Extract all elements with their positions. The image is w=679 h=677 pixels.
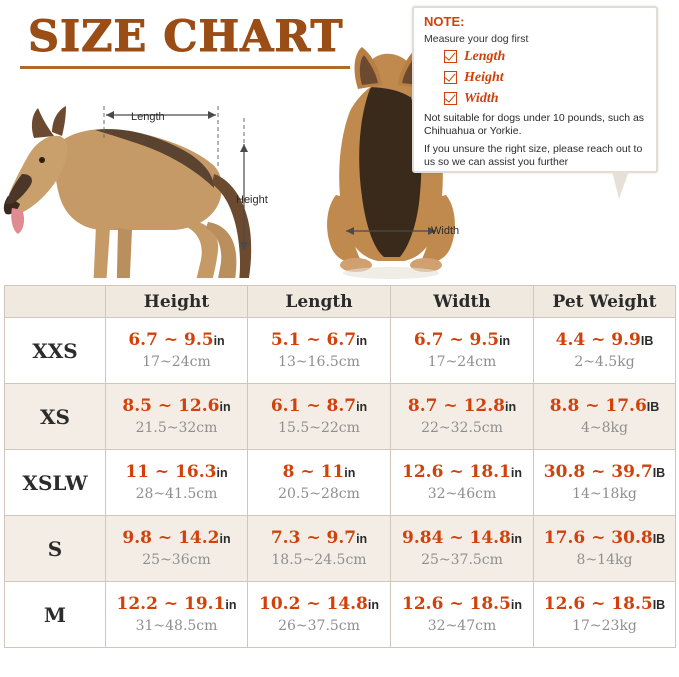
cell-length [248,582,391,648]
table-corner-cell [5,286,106,318]
unit-label: IB [646,400,660,414]
value-inches: 6.7 ~ 9.5 [128,330,214,350]
table-row [5,516,676,582]
value-inches: 12.6 ~ 18.1 [402,462,511,482]
width-measure-label: Width [431,225,460,237]
note-checklist [444,46,644,109]
unit-label: in [367,598,379,612]
unit-label: in [510,532,522,546]
value-cm: 18.5~24.5cm [271,552,367,568]
size-table-container [4,285,675,673]
value-inches: 6.1 ~ 8.7 [270,396,357,416]
value-inches: 9.84 ~ 14.8 [402,528,511,548]
cell-pet-weight [534,450,676,516]
value-cm: 25~37.5cm [421,552,503,568]
value-kg: 8~14kg [576,552,633,568]
value-pounds: 4.4 ~ 9.9 [555,330,641,350]
length-measure-label: Length [131,111,165,123]
column-header-pet-weight: Pet Weight [534,286,676,318]
height-measure-label: Height [236,194,268,206]
value-pounds: 30.8 ~ 39.7 [543,462,653,482]
unit-label: in [510,598,522,612]
cell-width [391,450,534,516]
value-cm: 22~32.5cm [421,420,503,436]
row-size-label: S [5,516,106,582]
note-item-label: Length [464,48,506,64]
unit-label: in [216,466,228,480]
unit-label: IB [652,598,666,612]
value-cm: 13~16.5cm [278,354,360,370]
column-header-height: Height [106,286,248,318]
unit-label: IB [640,334,654,348]
unit-label: in [356,334,368,348]
note-paragraph-contact: If you unsure the right size, please reach out to us so we can assist you further [424,143,643,168]
value-pounds: 17.6 ~ 30.8 [543,528,653,548]
column-header-width: Width [391,286,534,318]
row-size-label: XXS [5,318,106,384]
row-size-label: XS [5,384,106,450]
value-inches: 8 ~ 11 [282,462,345,482]
cell-height [106,582,248,648]
header-section [0,0,679,283]
note-item-height [444,67,644,88]
value-cm: 25~36cm [142,552,211,568]
value-cm: 21.5~32cm [135,420,218,436]
cell-pet-weight [534,384,676,450]
value-cm: 17~24cm [427,354,497,370]
value-cm: 26~37.5cm [278,618,360,634]
cell-height [106,318,248,384]
value-kg: 2~4.5kg [574,354,635,370]
page-title: SIZE CHART [28,12,344,62]
cell-length [248,516,391,582]
note-callout-box [412,6,658,173]
value-inches: 6.7 ~ 9.5 [413,330,500,350]
value-pounds: 12.6 ~ 18.5 [543,594,653,614]
unit-label: in [356,400,368,414]
cell-height [106,384,248,450]
value-cm: 31~48.5cm [135,618,218,634]
cell-width [391,516,534,582]
note-item-length [444,46,644,67]
value-inches: 9.8 ~ 14.2 [122,528,220,548]
row-size-label: M [5,582,106,648]
cell-length [248,450,391,516]
value-kg: 17~23kg [572,618,637,634]
cell-width [391,582,534,648]
cell-height [106,450,248,516]
note-item-width [444,88,644,109]
unit-label: IB [652,532,666,546]
value-inches: 11 ~ 16.3 [125,462,217,482]
note-item-label: Width [464,90,499,106]
unit-label: in [504,400,517,414]
unit-label: in [225,598,237,612]
value-inches: 8.7 ~ 12.8 [407,396,505,416]
cell-pet-weight [534,516,676,582]
checkbox-icon [444,92,457,105]
value-inches: 8.5 ~ 12.6 [122,396,220,416]
note-item-label: Height [464,69,504,85]
checkbox-icon [444,71,457,84]
cell-height [106,516,248,582]
unit-label: in [219,400,231,414]
unit-label: in [213,334,225,348]
table-row [5,450,676,516]
value-cm: 32~46cm [427,486,497,502]
note-title: NOTE: [424,14,465,29]
table-header-row [5,286,676,318]
value-kg: 14~18kg [572,486,637,502]
unit-label: IB [652,466,666,480]
value-inches: 7.3 ~ 9.7 [270,528,357,548]
value-inches: 5.1 ~ 6.7 [270,330,357,350]
value-inches: 12.2 ~ 19.1 [116,594,226,614]
note-paragraph-restriction: Not suitable for dogs under 10 pounds, such as Chihuahua or Yorkie. [424,112,645,137]
unit-label: in [344,466,356,480]
value-inches: 10.2 ~ 14.8 [259,594,368,614]
cell-length [248,384,391,450]
size-table [4,285,676,648]
note-callout-tail [612,171,629,199]
note-subtitle: Measure your dog first [424,33,529,45]
value-pounds: 8.8 ~ 17.6 [549,396,647,416]
value-inches: 12.6 ~ 18.5 [402,594,511,614]
value-kg: 4~8kg [581,420,628,436]
unit-label: in [510,466,522,480]
table-row [5,582,676,648]
dog-side-view-illustration [0,78,265,278]
row-size-label: XSLW [5,450,106,516]
cell-pet-weight [534,318,676,384]
unit-label: in [219,532,231,546]
column-header-length: Length [248,286,391,318]
value-cm: 28~41.5cm [135,486,218,502]
value-cm: 15.5~22cm [278,420,360,436]
value-cm: 20.5~28cm [278,486,360,502]
value-cm: 32~47cm [427,618,497,634]
table-row [5,318,676,384]
cell-width [391,318,534,384]
cell-pet-weight [534,582,676,648]
table-row [5,384,676,450]
value-cm: 17~24cm [142,354,211,370]
cell-length [248,318,391,384]
cell-width [391,384,534,450]
unit-label: in [356,532,368,546]
checkbox-icon [444,50,457,63]
unit-label: in [499,334,511,348]
